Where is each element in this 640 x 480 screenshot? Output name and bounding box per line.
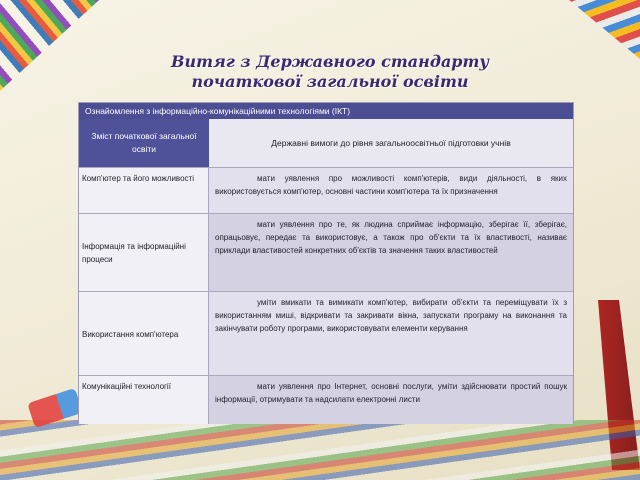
row-topic-label: Інформація та інформаційні процеси [82,242,186,264]
slide-title-line-2: початкової загальної освіти [191,72,469,91]
standards-table [78,102,574,424]
table-banner: Ознайомлення з інформаційно-комунікаційними технологіями (ІКТ) [79,103,573,119]
header-content-label: Зміст початкової загальної освіти [91,131,197,154]
crayons-decoration [526,0,640,64]
slide-title [140,52,520,92]
header-content-column [79,119,209,167]
pencils-bottom-decoration [0,420,640,480]
table-row [79,167,573,214]
row-topic: Комунікаційні технології [79,376,209,424]
row-requirement: мати уявлення про те, як людина сприймає інформацію, зберігає її, зберігає, опрацьовує, передає та використовує, а також про об'єкти та їх властивості, називає приклади властивостей конкретних об'єктів та значення таких властивостей [209,214,573,292]
pencils-decoration [0,0,110,100]
table-row [79,213,573,292]
row-requirement: уміти вмикати та вимикати комп'ютер, вибирати об'єкти та переміщувати їх з використанням миші, відкривати та закривати вікна, запускати програму на виконання та закінчувати роботу програми, використовувати елементи керування [209,292,573,376]
table-row [79,291,573,376]
row-topic-label: Використання комп'ютера [82,329,179,339]
row-topic [79,292,209,376]
row-topic [79,214,209,292]
header-requirements-column [209,119,573,167]
row-topic: Комп'ютер та його можливості [79,168,209,214]
slide-title-line-1: Витяг з Державного стандарту [171,52,489,71]
row-requirement: мати уявлення про Інтернет, основні послуги, уміти здійснювати простий пошук інформації, отримувати та надсилати електронні листи [209,376,573,424]
table-row [79,375,573,424]
row-requirement: мати уявлення про можливості комп'ютерів, види діяльності, в яких використовується комп'ютер, основні частини комп'ютера та їх призначення [209,168,573,214]
header-requirements-label: Державні вимоги до рівня загальноосвітньої підготовки учнів [271,137,511,148]
